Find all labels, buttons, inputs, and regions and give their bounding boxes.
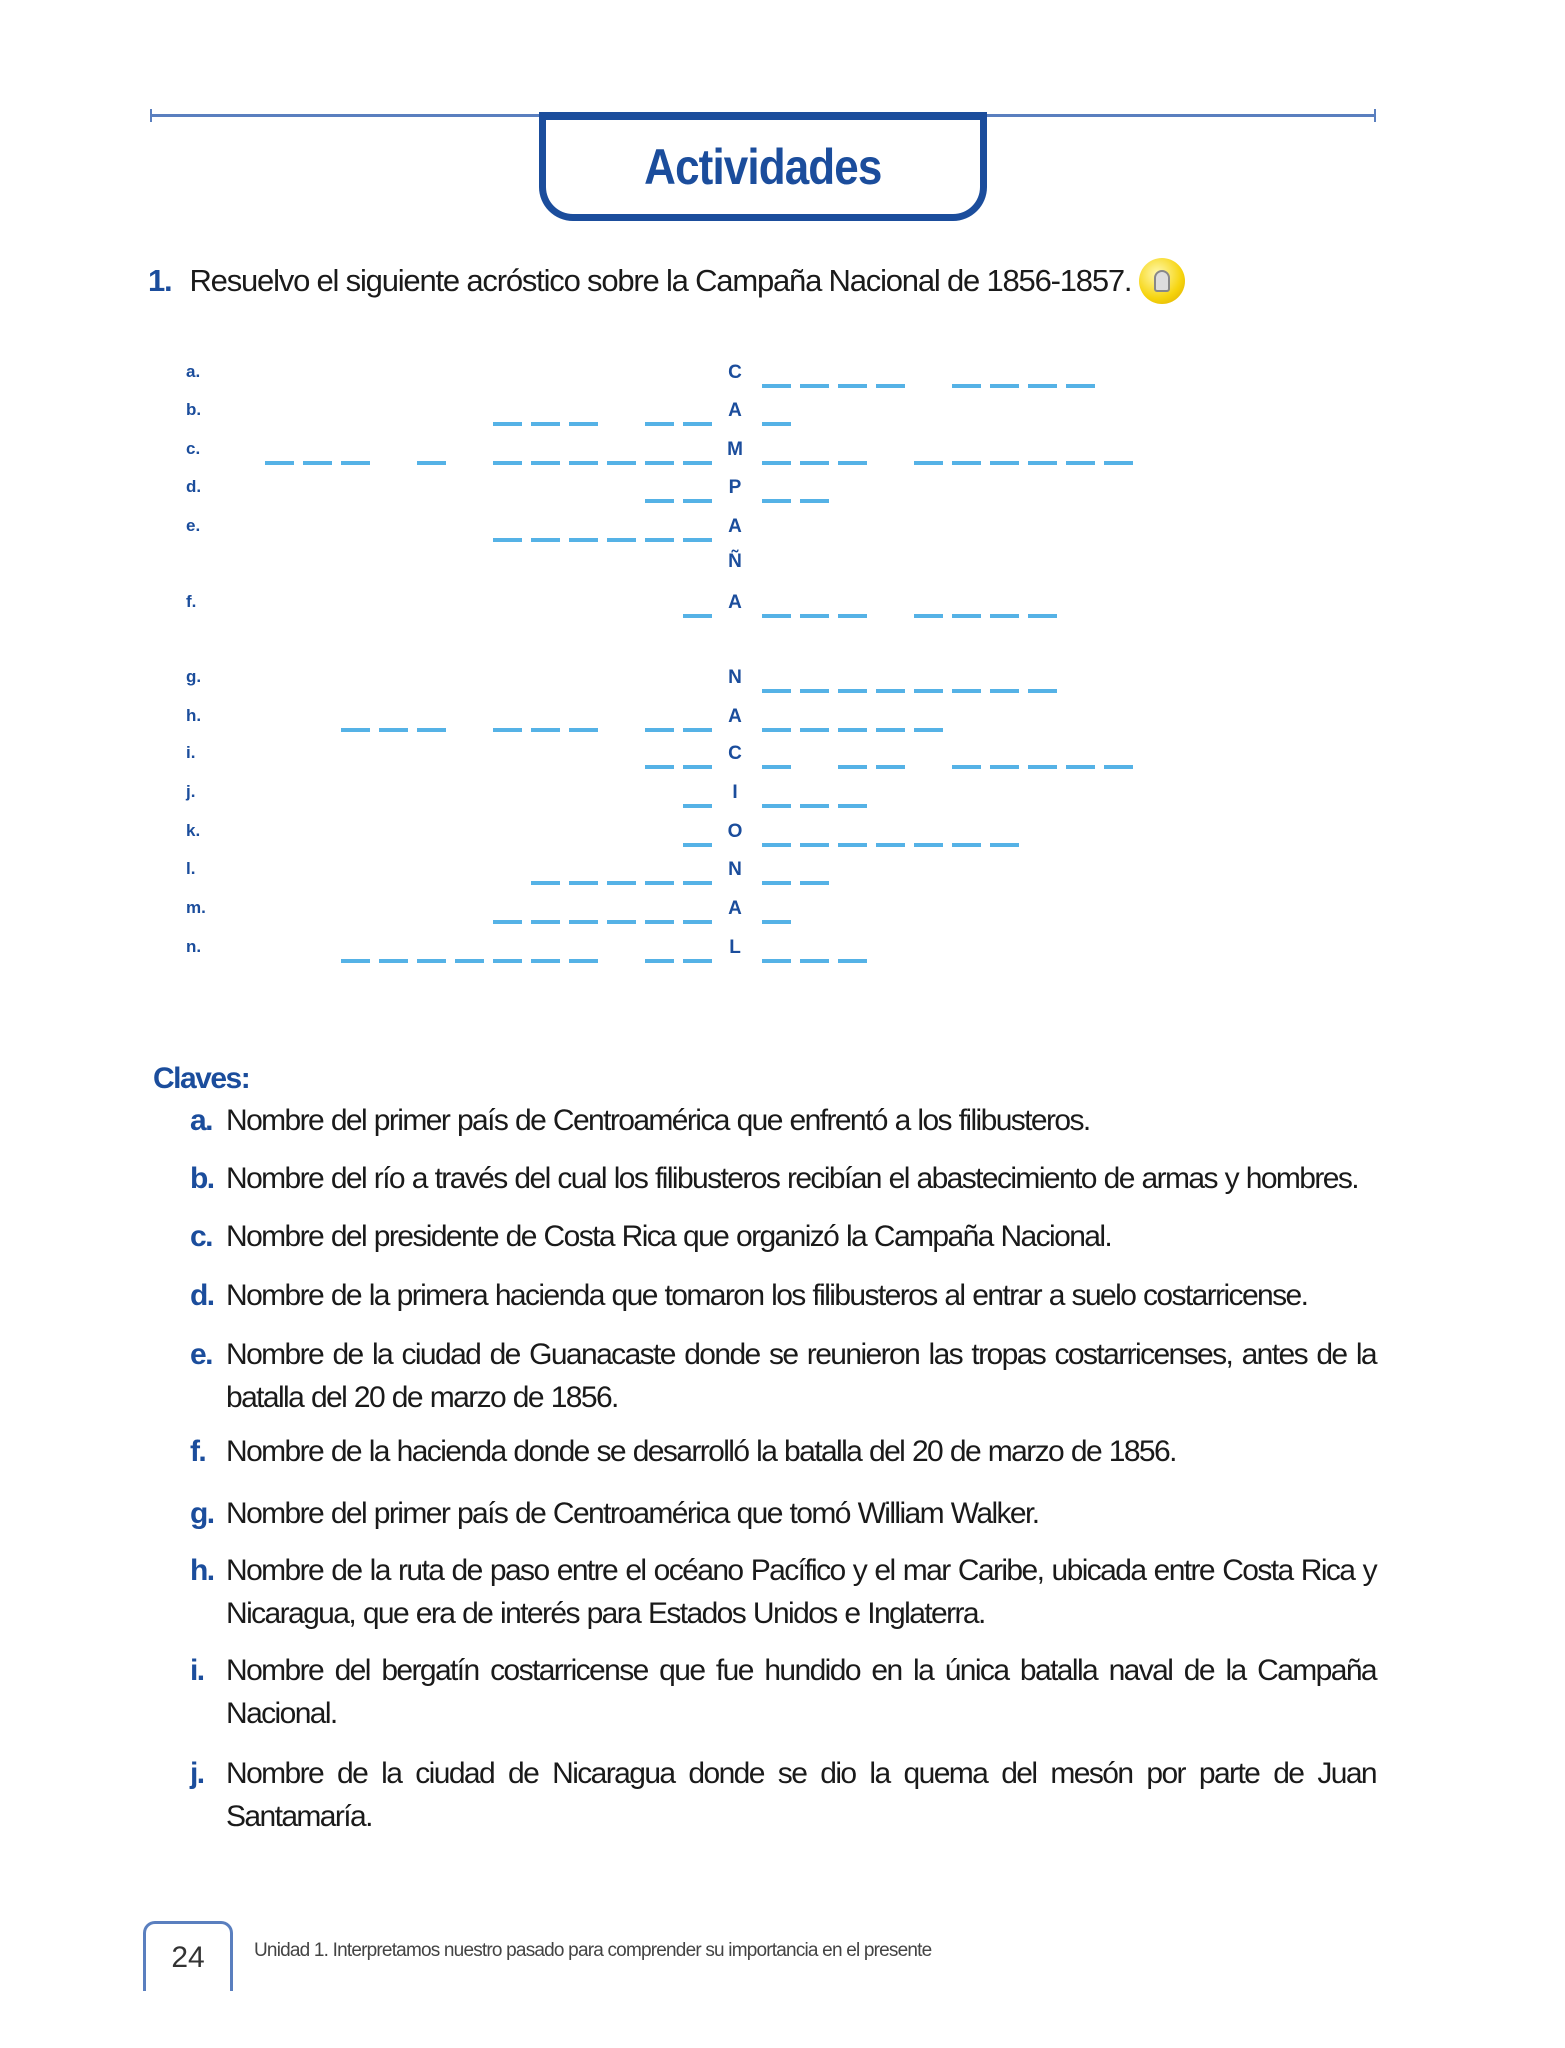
letter-blank[interactable] — [607, 881, 636, 885]
acrostic-row-label: f. — [186, 592, 197, 611]
letter-blank[interactable] — [1028, 765, 1057, 769]
letter-blank[interactable] — [1104, 461, 1133, 465]
lightbulb-icon — [1139, 258, 1185, 304]
acrostic-key-letter: A — [728, 706, 742, 727]
clave-item — [190, 1274, 1376, 1317]
letter-blank[interactable] — [762, 959, 791, 963]
letter-blank[interactable] — [569, 881, 598, 885]
letter-blank[interactable] — [838, 614, 867, 618]
letter-blank[interactable] — [1066, 384, 1095, 388]
clave-text: Nombre del primer país de Centroamérica que tomó William Walker. — [226, 1497, 1039, 1530]
clave-text: Nombre del presidente de Costa Rica que organizó la Campaña Nacional. — [226, 1220, 1112, 1253]
clave-item — [190, 1215, 1376, 1258]
section-title-tab — [539, 112, 987, 221]
clave-text: Nombre del bergatín costarricense que fue hundido en la única batalla naval de la Campaña Nacional. — [226, 1654, 1376, 1730]
instruction-text: Resuelvo el siguiente acróstico sobre la Campaña Nacional de 1856-1857. — [189, 263, 1132, 298]
letter-blank[interactable] — [341, 461, 370, 465]
letter-blank[interactable] — [762, 689, 791, 693]
letter-blank[interactable] — [914, 843, 943, 847]
letter-blank[interactable] — [379, 959, 408, 963]
letter-blank[interactable] — [952, 689, 981, 693]
acrostic-key-letter: C — [728, 743, 742, 764]
acrostic-row-label: b. — [186, 400, 202, 419]
letter-blank[interactable] — [838, 804, 867, 808]
letter-blank[interactable] — [683, 728, 712, 732]
clave-label: g. — [190, 1497, 214, 1530]
clave-label: j. — [190, 1757, 204, 1790]
clave-item — [190, 1549, 1376, 1635]
letter-blank[interactable] — [607, 538, 636, 542]
letter-blank[interactable] — [569, 422, 598, 426]
clave-label: e. — [190, 1338, 212, 1371]
letter-blank[interactable] — [990, 843, 1019, 847]
letter-blank[interactable] — [914, 614, 943, 618]
letter-blank[interactable] — [531, 461, 560, 465]
letter-blank[interactable] — [762, 920, 791, 924]
letter-blank[interactable] — [762, 765, 791, 769]
letter-blank[interactable] — [645, 728, 674, 732]
acrostic-row-label: e. — [186, 516, 201, 535]
letter-blank[interactable] — [683, 804, 712, 808]
letter-blank[interactable] — [1028, 461, 1057, 465]
letter-blank[interactable] — [876, 843, 905, 847]
clave-text: Nombre de la ciudad de Guanacaste donde se reunieron las tropas costarricenses, antes de la batalla del 20 de marzo de 1856. — [226, 1338, 1376, 1414]
letter-blank[interactable] — [493, 538, 522, 542]
letter-blank[interactable] — [838, 728, 867, 732]
letter-blank[interactable] — [683, 461, 712, 465]
section-title: Actividades — [644, 139, 882, 195]
letter-blank[interactable] — [990, 614, 1019, 618]
acrostic-row-label: l. — [186, 859, 196, 878]
clave-label: f. — [190, 1435, 206, 1468]
clave-text: Nombre de la ciudad de Nicaragua donde se dio la quema del mesón por parte de Juan Santamaría. — [226, 1757, 1376, 1833]
letter-blank[interactable] — [876, 384, 905, 388]
page-number — [143, 1921, 233, 1991]
letter-blank[interactable] — [569, 959, 598, 963]
acrostic-key-letter: A — [728, 898, 742, 919]
letter-blank[interactable] — [645, 765, 674, 769]
letter-blank[interactable] — [952, 614, 981, 618]
letter-blank[interactable] — [1028, 689, 1057, 693]
letter-blank[interactable] — [683, 614, 712, 618]
letter-blank[interactable] — [762, 881, 791, 885]
clave-label: d. — [190, 1279, 214, 1312]
letter-blank[interactable] — [341, 959, 370, 963]
letter-blank[interactable] — [990, 689, 1019, 693]
letter-blank[interactable] — [1028, 614, 1057, 618]
letter-blank[interactable] — [531, 422, 560, 426]
clave-label: b. — [190, 1162, 214, 1195]
letter-blank[interactable] — [683, 499, 712, 503]
clave-item — [190, 1752, 1376, 1838]
letter-blank[interactable] — [341, 728, 370, 732]
letter-blank[interactable] — [876, 689, 905, 693]
claves-heading: Claves: — [153, 1062, 250, 1095]
letter-blank[interactable] — [838, 959, 867, 963]
letter-blank[interactable] — [762, 461, 791, 465]
footer-unit-title: Unidad 1. Interpretamos nuestro pasado para comprender su importancia en el presente — [254, 1940, 932, 1961]
letter-blank[interactable] — [762, 843, 791, 847]
clave-text: Nombre del primer país de Centroamérica que enfrentó a los filibusteros. — [226, 1104, 1090, 1137]
letter-blank[interactable] — [838, 384, 867, 388]
page-number-text: 24 — [171, 1940, 205, 1974]
letter-blank[interactable] — [952, 461, 981, 465]
acrostic-key-letter: L — [729, 937, 741, 958]
clave-item — [190, 1333, 1376, 1419]
letter-blank[interactable] — [493, 422, 522, 426]
letter-blank[interactable] — [645, 499, 674, 503]
letter-blank[interactable] — [645, 959, 674, 963]
clave-label: h. — [190, 1554, 214, 1587]
letter-blank[interactable] — [990, 765, 1019, 769]
letter-blank[interactable] — [952, 843, 981, 847]
acrostic-row-label: h. — [186, 706, 202, 725]
letter-blank[interactable] — [762, 422, 791, 426]
letter-blank[interactable] — [683, 959, 712, 963]
letter-blank[interactable] — [800, 843, 829, 847]
letter-blank[interactable] — [531, 728, 560, 732]
letter-blank[interactable] — [303, 461, 332, 465]
acrostic-key-letter: P — [728, 477, 742, 498]
letter-blank[interactable] — [1066, 461, 1095, 465]
letter-blank[interactable] — [645, 422, 674, 426]
activity-instruction — [148, 258, 1185, 304]
letter-blank[interactable] — [1028, 384, 1057, 388]
letter-blank[interactable] — [800, 804, 829, 808]
letter-blank[interactable] — [838, 689, 867, 693]
acrostic-key-letter: O — [727, 821, 743, 842]
letter-blank[interactable] — [683, 422, 712, 426]
clave-text: Nombre de la primera hacienda que tomaron los filibusteros al entrar a suelo costarricense. — [226, 1279, 1308, 1312]
acrostic-row-label: m. — [186, 898, 206, 917]
letter-blank[interactable] — [645, 920, 674, 924]
letter-blank[interactable] — [417, 959, 446, 963]
acrostic-key-letter: N — [728, 859, 742, 880]
clave-item — [190, 1099, 1376, 1142]
acrostic-key-letter: A — [728, 592, 742, 613]
letter-blank[interactable] — [800, 959, 829, 963]
letter-blank[interactable] — [762, 728, 791, 732]
letter-blank[interactable] — [455, 959, 484, 963]
letter-blank[interactable] — [914, 461, 943, 465]
letter-blank[interactable] — [762, 804, 791, 808]
acrostic-key-letter: Ñ — [728, 551, 742, 572]
letter-blank[interactable] — [493, 920, 522, 924]
letter-blank[interactable] — [838, 765, 867, 769]
letter-blank[interactable] — [531, 538, 560, 542]
letter-blank[interactable] — [531, 881, 560, 885]
letter-blank[interactable] — [569, 920, 598, 924]
letter-blank[interactable] — [800, 728, 829, 732]
acrostic-row-label: i. — [186, 743, 196, 762]
clave-item — [190, 1492, 1376, 1535]
clave-item — [190, 1430, 1376, 1473]
letter-blank[interactable] — [683, 765, 712, 769]
clave-label: c. — [190, 1220, 212, 1253]
letter-blank[interactable] — [1066, 765, 1095, 769]
acrostic-row-label: j. — [186, 782, 196, 801]
letter-blank[interactable] — [914, 728, 943, 732]
letter-blank[interactable] — [645, 538, 674, 542]
letter-blank[interactable] — [379, 728, 408, 732]
clave-label: i. — [190, 1654, 204, 1687]
letter-blank[interactable] — [952, 765, 981, 769]
acrostic-row-label: d. — [186, 477, 202, 496]
clave-item — [190, 1157, 1376, 1200]
activity-number: 1. — [148, 263, 172, 298]
letter-blank[interactable] — [417, 728, 446, 732]
letter-blank[interactable] — [800, 689, 829, 693]
letter-blank[interactable] — [800, 384, 829, 388]
letter-blank[interactable] — [800, 614, 829, 618]
acrostic-key-letter: A — [728, 516, 742, 537]
clave-text: Nombre del río a través del cual los filibusteros recibían el abastecimiento de armas y hombres. — [226, 1162, 1358, 1195]
letter-blank[interactable] — [990, 384, 1019, 388]
letter-blank[interactable] — [876, 765, 905, 769]
letter-blank[interactable] — [645, 881, 674, 885]
letter-blank[interactable] — [800, 499, 829, 503]
letter-blank[interactable] — [531, 920, 560, 924]
letter-blank[interactable] — [683, 538, 712, 542]
acrostic-row-label: k. — [186, 821, 201, 840]
acrostic-key-letter: M — [727, 439, 743, 460]
letter-blank[interactable] — [493, 461, 522, 465]
letter-blank[interactable] — [762, 384, 791, 388]
clave-label: a. — [190, 1104, 212, 1137]
clave-text: Nombre de la hacienda donde se desarrolló la batalla del 20 de marzo de 1856. — [226, 1435, 1176, 1468]
letter-blank[interactable] — [683, 843, 712, 847]
letter-blank[interactable] — [569, 461, 598, 465]
letter-blank[interactable] — [990, 461, 1019, 465]
acrostic-key-letter: I — [732, 782, 738, 803]
acrostic-row-label: n. — [186, 937, 202, 956]
letter-blank[interactable] — [952, 384, 981, 388]
letter-blank[interactable] — [762, 614, 791, 618]
letter-blank[interactable] — [683, 920, 712, 924]
letter-blank[interactable] — [683, 881, 712, 885]
acrostic-row-label: c. — [186, 439, 201, 458]
acrostic-key-letter: A — [728, 400, 742, 421]
letter-blank[interactable] — [838, 461, 867, 465]
letter-blank[interactable] — [838, 843, 867, 847]
clave-item — [190, 1649, 1376, 1735]
letter-blank[interactable] — [531, 959, 560, 963]
acrostic-key-letter: C — [728, 362, 742, 383]
letter-blank[interactable] — [265, 461, 294, 465]
letter-blank[interactable] — [645, 461, 674, 465]
letter-blank[interactable] — [569, 538, 598, 542]
letter-blank[interactable] — [607, 920, 636, 924]
letter-blank[interactable] — [876, 728, 905, 732]
letter-blank[interactable] — [762, 499, 791, 503]
letter-blank[interactable] — [800, 461, 829, 465]
clave-text: Nombre de la ruta de paso entre el océano Pacífico y el mar Caribe, ubicada entre Costa Rica y Nicaragua, que era de interés para Estados Unidos e Inglaterra. — [226, 1554, 1376, 1630]
letter-blank[interactable] — [493, 959, 522, 963]
letter-blank[interactable] — [607, 461, 636, 465]
letter-blank[interactable] — [569, 728, 598, 732]
letter-blank[interactable] — [914, 689, 943, 693]
letter-blank[interactable] — [417, 461, 446, 465]
letter-blank[interactable] — [1104, 765, 1133, 769]
acrostic-row-label: a. — [186, 362, 201, 381]
letter-blank[interactable] — [800, 881, 829, 885]
acrostic-row-label: g. — [186, 667, 202, 686]
letter-blank[interactable] — [493, 728, 522, 732]
acrostic-key-letter: N — [728, 667, 742, 688]
